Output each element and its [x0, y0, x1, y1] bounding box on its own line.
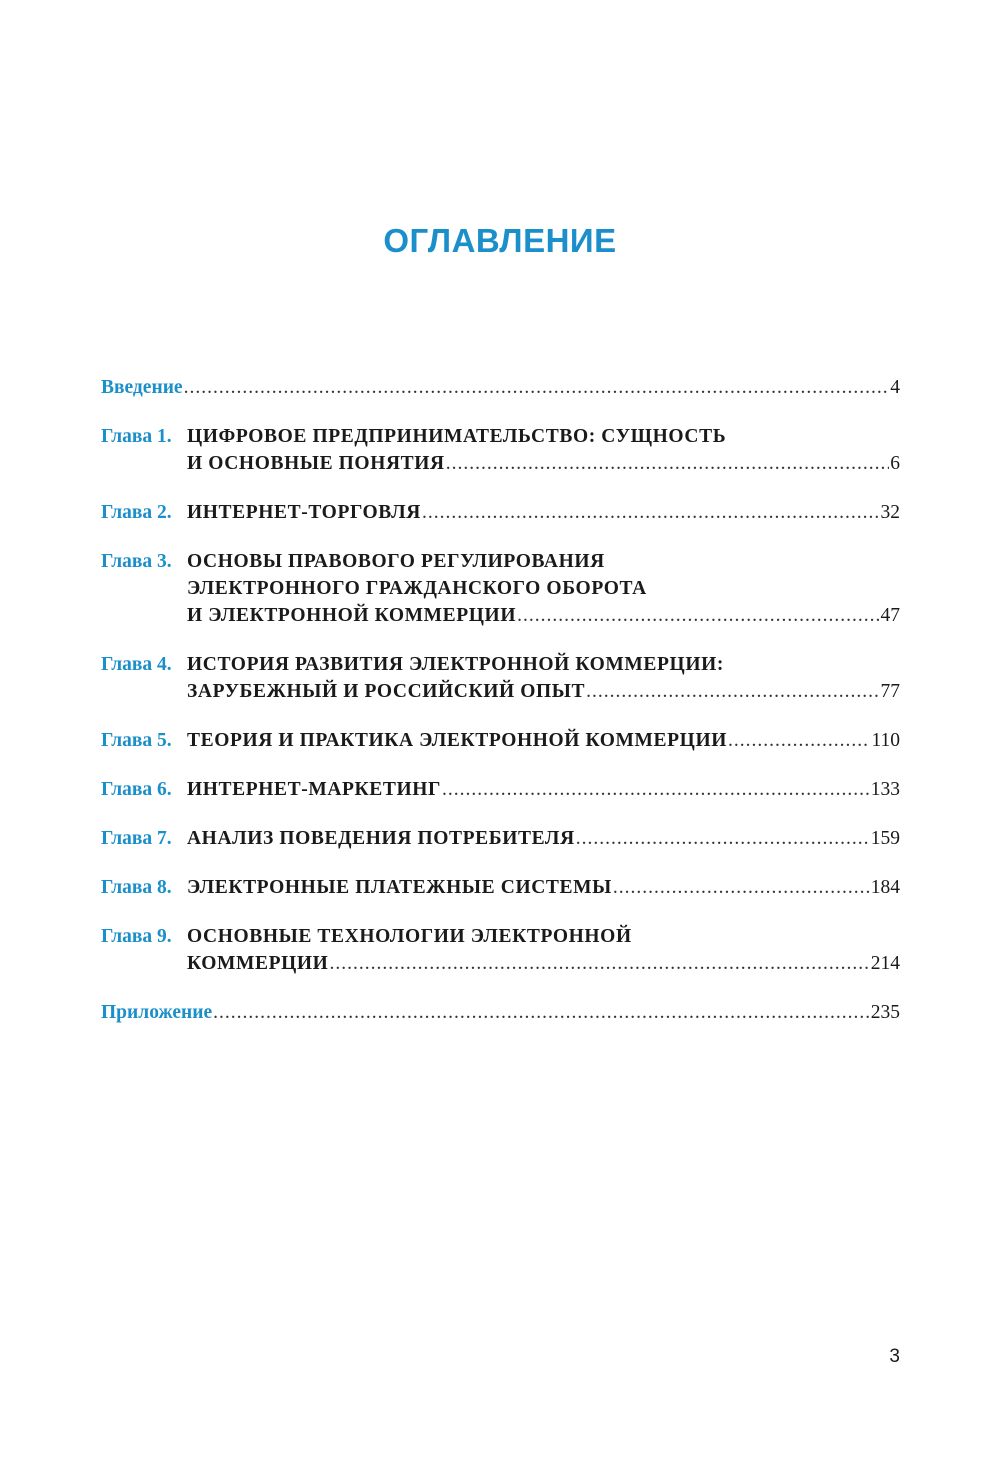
toc-entry-page: 214	[870, 953, 900, 974]
toc-entry-line	[101, 651, 900, 678]
toc-entry[interactable]	[101, 776, 900, 803]
toc-entry-title: ЭЛЕКТРОННОГО ГРАЖДАНСКОГО ОБОРОТА	[187, 578, 647, 599]
toc-entry-line	[101, 374, 900, 401]
toc-entry-title: И ЭЛЕКТРОННОЙ КОММЕРЦИИ	[187, 605, 517, 626]
toc-entry-line	[101, 678, 900, 705]
toc-entry-page: 77	[880, 681, 900, 702]
toc-entry[interactable]	[101, 923, 900, 977]
toc-entry-label: Глава 5.	[101, 730, 172, 751]
toc-entry[interactable]	[101, 825, 900, 852]
toc-entry-line	[101, 874, 900, 901]
toc-entry-label: Глава 2.	[101, 502, 172, 523]
toc-entry-label: Глава 9.	[101, 926, 172, 947]
toc-entry-title: ЭЛЕКТРОННЫЕ ПЛАТЕЖНЫЕ СИСТЕМЫ	[187, 877, 612, 898]
toc-entry-line	[101, 575, 900, 602]
toc-entry-line	[101, 825, 900, 852]
toc-entry-title: ОСНОВЫ ПРАВОВОГО РЕГУЛИРОВАНИЯ	[187, 551, 605, 572]
toc-entry[interactable]	[101, 423, 900, 477]
toc-entry-label: Введение	[101, 377, 183, 398]
toc-leader-dots	[728, 727, 870, 754]
toc-entry-title: ИСТОРИЯ РАЗВИТИЯ ЭЛЕКТРОННОЙ КОММЕРЦИИ:	[187, 654, 724, 675]
page-number: 3	[889, 1346, 900, 1367]
toc-entry-title: ЦИФРОВОЕ ПРЕДПРИНИМАТЕЛЬСТВО: СУЩНОСТЬ	[187, 426, 727, 447]
toc-entry-title: ИНТЕРНЕТ-ТОРГОВЛЯ	[187, 502, 421, 523]
toc-entry-line	[101, 950, 900, 977]
toc-entry-label: Глава 4.	[101, 654, 172, 675]
toc-leader-dots	[613, 874, 870, 901]
toc-entry-page: 47	[880, 605, 900, 626]
toc-leader-dots	[586, 678, 879, 705]
toc-entry-label: Приложение	[101, 1002, 213, 1023]
toc-entry-line	[101, 548, 900, 575]
toc-entry[interactable]	[101, 651, 900, 705]
page-title: ОГЛАВЛЕНИЕ	[383, 222, 617, 259]
toc-entry[interactable]	[101, 499, 900, 526]
toc-entry-title: ТЕОРИЯ И ПРАКТИКА ЭЛЕКТРОННОЙ КОММЕРЦИИ	[187, 730, 727, 751]
toc-entry[interactable]	[101, 727, 900, 754]
toc-leader-dots	[446, 450, 890, 477]
toc-entry-line	[101, 423, 900, 450]
toc-entry-title: КОММЕРЦИИ	[187, 953, 329, 974]
toc-leader-dots	[213, 999, 870, 1026]
toc-entry-title: АНАЛИЗ ПОВЕДЕНИЯ ПОТРЕБИТЕЛЯ	[187, 828, 575, 849]
toc-entry-line	[101, 602, 900, 629]
toc-entry-title: И ОСНОВНЫЕ ПОНЯТИЯ	[187, 453, 445, 474]
toc-entry[interactable]	[101, 548, 900, 629]
toc-leader-dots	[329, 950, 869, 977]
toc-entry-label: Глава 7.	[101, 828, 172, 849]
toc-entry-page: 110	[871, 730, 900, 751]
toc-entry-title: ЗАРУБЕЖНЫЙ И РОССИЙСКИЙ ОПЫТ	[187, 681, 586, 702]
toc-entry-page: 133	[870, 779, 900, 800]
toc-leader-dots	[517, 602, 879, 629]
toc-entry-line	[101, 776, 900, 803]
toc-leader-dots	[576, 825, 870, 852]
toc-entry-line	[101, 923, 900, 950]
toc-entry-line	[101, 450, 900, 477]
toc-entry-line	[101, 999, 900, 1026]
toc-entry-title: ИНТЕРНЕТ-МАРКЕТИНГ	[187, 779, 442, 800]
toc-entry-label: Глава 3.	[101, 551, 172, 572]
toc-entry-page: 184	[870, 877, 900, 898]
toc-leader-dots	[422, 499, 880, 526]
toc-entry-line	[101, 727, 900, 754]
toc-leader-dots	[442, 776, 870, 803]
toc-entry-title: ОСНОВНЫЕ ТЕХНОЛОГИИ ЭЛЕКТРОННОЙ	[187, 926, 632, 947]
toc-entry-page: 6	[890, 453, 900, 474]
table-of-contents	[101, 374, 900, 1048]
toc-entry-page: 235	[870, 1002, 900, 1023]
toc-entry-label: Глава 1.	[101, 426, 172, 447]
toc-entry-label: Глава 6.	[101, 779, 172, 800]
toc-entry-page: 4	[890, 377, 900, 398]
toc-entry[interactable]	[101, 874, 900, 901]
toc-entry-label: Глава 8.	[101, 877, 172, 898]
toc-entry-line	[101, 499, 900, 526]
toc-leader-dots	[184, 374, 890, 401]
toc-entry[interactable]	[101, 374, 900, 401]
toc-entry[interactable]	[101, 999, 900, 1026]
toc-entry-page: 32	[880, 502, 900, 523]
toc-entry-page: 159	[870, 828, 900, 849]
